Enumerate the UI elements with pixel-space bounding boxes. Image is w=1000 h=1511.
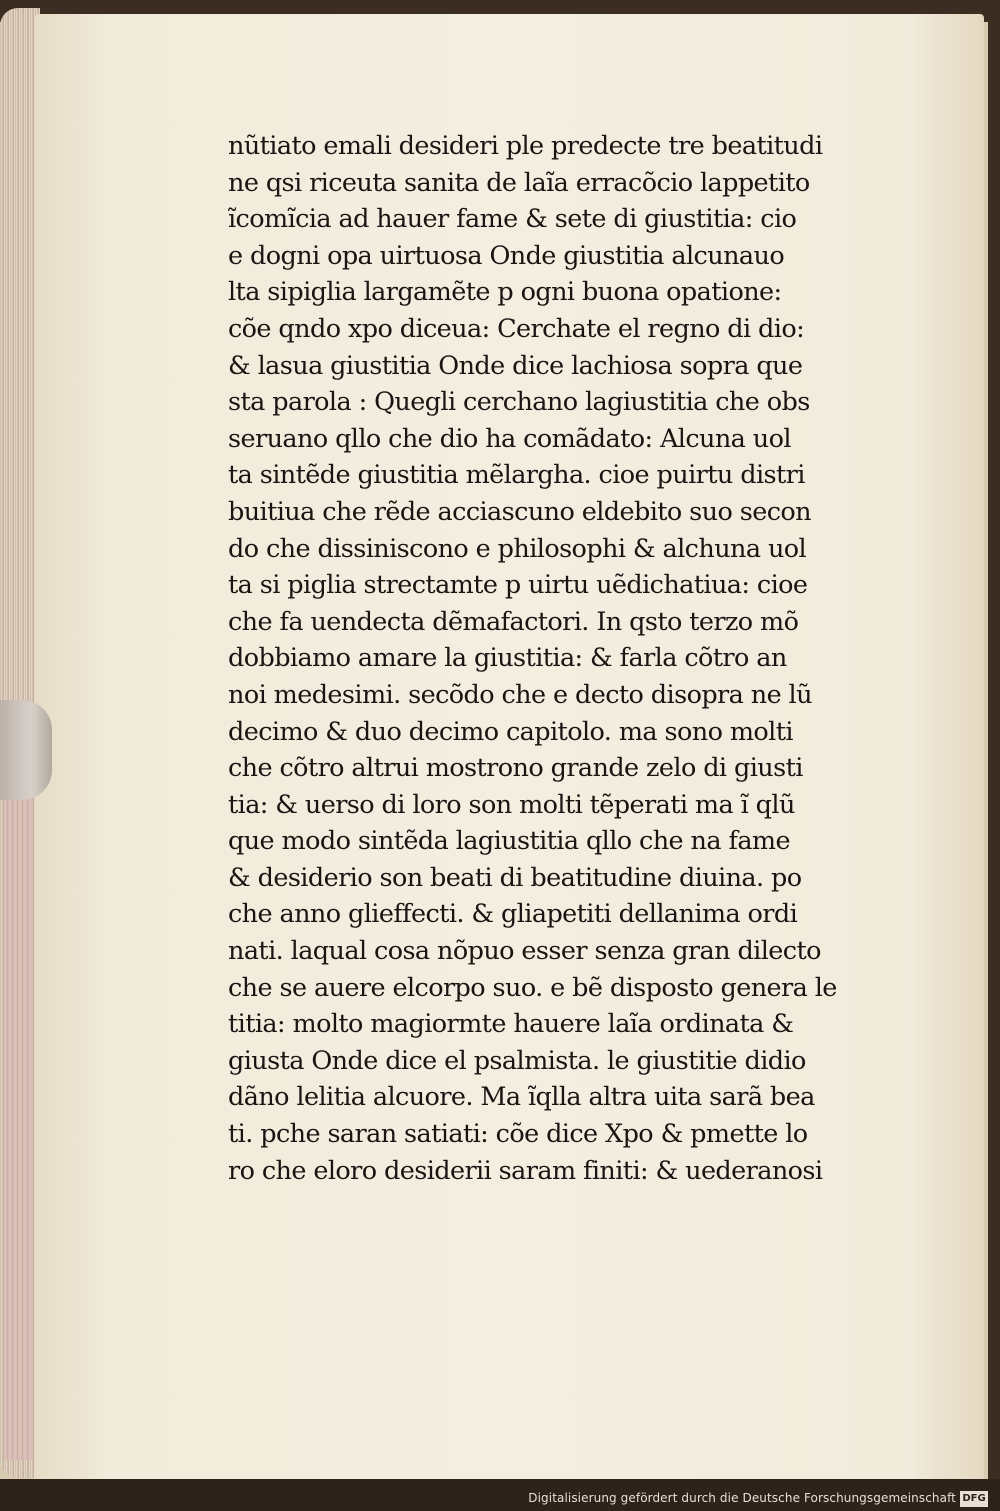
- text-line: che cõtro altrui mostrono grande zelo di giusti: [228, 753, 803, 784]
- text-line: buitiua che rẽde acciascuno eldebito suo secon: [228, 496, 811, 527]
- book-fore-edge-red: [4, 700, 32, 1460]
- text-line: nũtiato emali desideri ple predecte tre beatitudi: [228, 131, 823, 161]
- text-line: che fa uendecta dẽmafactori. In qsto terzo mõ: [228, 606, 799, 637]
- text-line: dãno lelitia alcuore. Ma ĩqlla altra uita sarã bea: [228, 1082, 815, 1113]
- text-line: noi medesimi. secõdo che e decto disopra ne lũ: [228, 679, 812, 710]
- text-line: ta si piglia strectamte p uirtu uẽdichatiua: cioe: [228, 570, 808, 601]
- text-line: & lasua giustitia Onde dice lachiosa sopra que: [228, 350, 803, 381]
- text-line: sta parola : Quegli cerchano lagiustitia che obs: [228, 387, 810, 418]
- text-line: decimo & duo decimo capitolo. ma sono molti: [228, 716, 793, 747]
- dfg-logo: DFG: [960, 1491, 988, 1507]
- page-text: [228, 128, 868, 1189]
- text-line: & desiderio son beati di beatitudine diuina. po: [228, 862, 802, 893]
- text-line: ne qsi riceuta sanita de laĩa erracõcio lappetito: [228, 167, 810, 198]
- text-line: do che dissiniscono e philosophi & alchuna uol: [228, 533, 807, 564]
- digitization-credit: Digitalisierung gefördert durch die Deutsche Forschungsgemeinschaft: [528, 1491, 956, 1505]
- text-line: e dogni opa uirtuosa Onde giustitia alcunauo: [228, 240, 785, 271]
- text-line: che anno glieffecti. & gliapetiti dellanima ordi: [228, 899, 798, 930]
- text-line: ĩcomĩcia ad hauer fame & sete di giustitia: cio: [228, 204, 797, 235]
- text-line: lta sipiglia largamẽte p ogni buona opatione:: [228, 277, 782, 308]
- bookmark-tab: [0, 700, 52, 800]
- text-line: giusta Onde dice el psalmista. le giustitie didio: [228, 1045, 806, 1076]
- text-line: ta sintẽde giustitia mẽlargha. cioe puirtu distri: [228, 460, 805, 491]
- text-line: ro che eloro desiderii saram finiti: & uederanosi: [228, 1155, 823, 1186]
- text-line: nati. laqual cosa nõpuo esser senza gran dilecto: [228, 936, 821, 967]
- text-line: ti. pche saran satiati: cõe dice Xpo & pmette lo: [228, 1119, 808, 1150]
- text-line: che se auere elcorpo suo. e bẽ disposto genera le: [228, 972, 837, 1003]
- background-right: [988, 0, 1000, 1511]
- text-line: cõe qndo xpo diceua: Cerchate el regno di dio:: [228, 313, 805, 344]
- text-line: que modo sintẽda lagiustitia qllo che na fame: [228, 826, 790, 857]
- text-line: titia: molto magiormte hauere laĩa ordinata &: [228, 1009, 794, 1040]
- text-line: dobbiamo amare la giustitia: & farla cõtro an: [228, 643, 787, 674]
- text-line: seruano qllo che dio ha comãdato: Alcuna uol: [228, 423, 791, 454]
- text-line: tia: & uerso di loro son molti tẽperati ma ĩ qlũ: [228, 789, 795, 820]
